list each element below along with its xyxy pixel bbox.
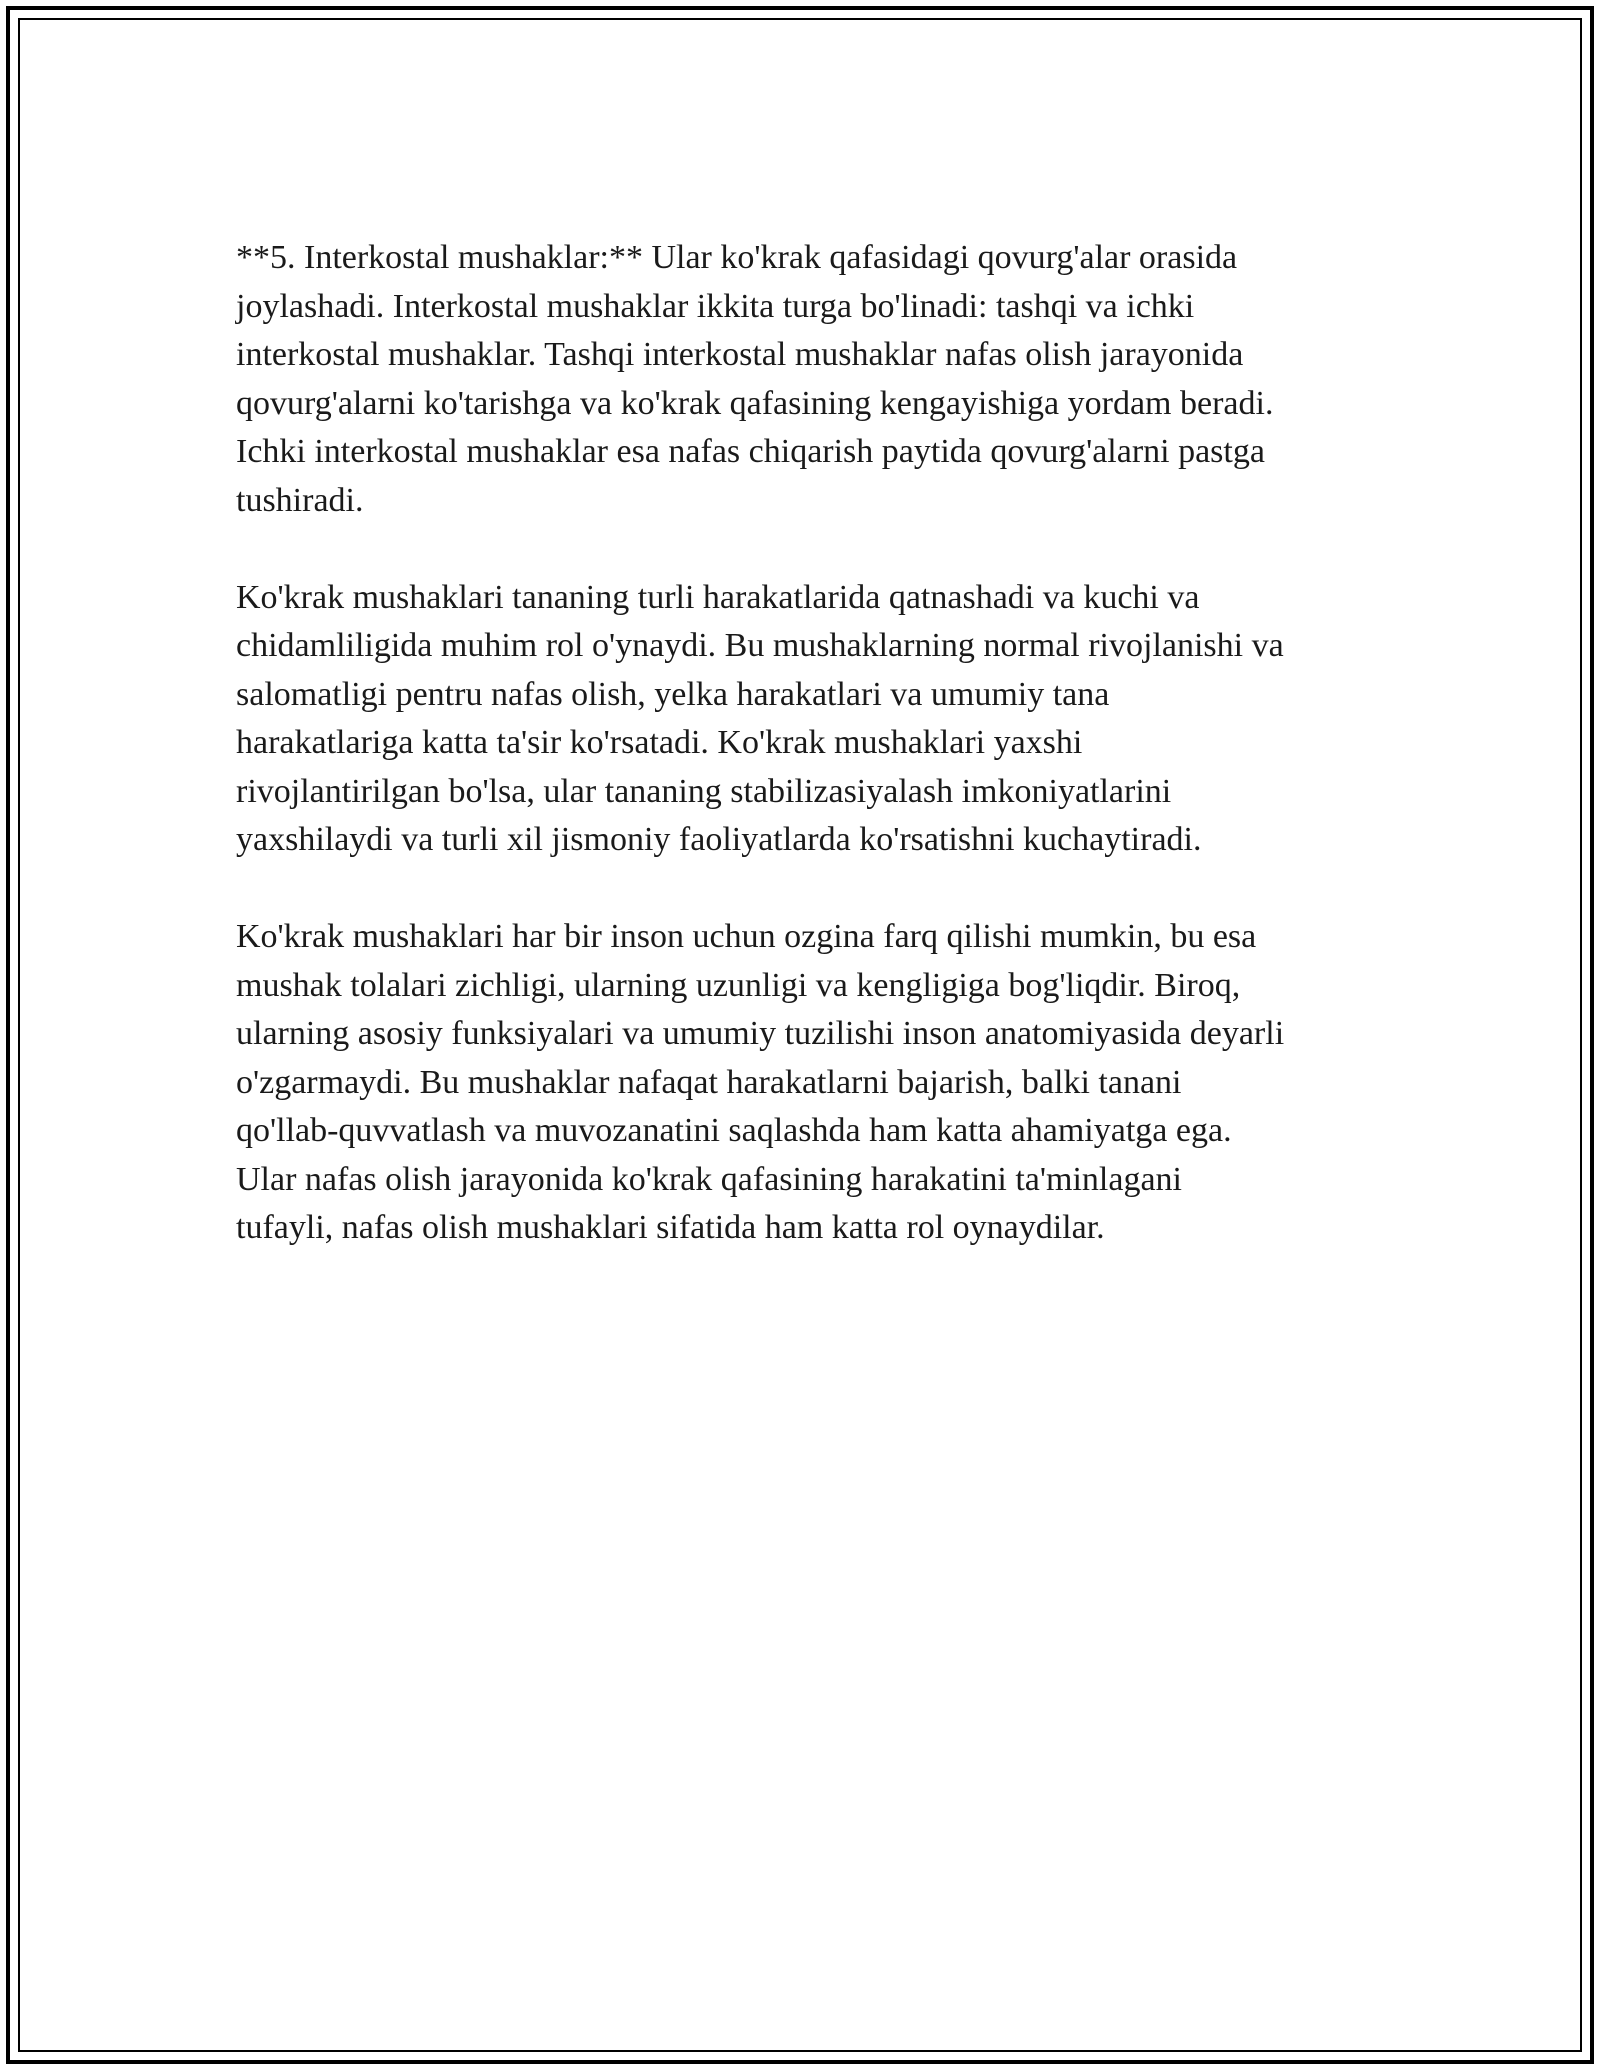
document-body	[236, 234, 1371, 1301]
paragraph-kokrak-mushaklari-ahamiyati: Ko'krak mushaklari tananing turli harakatlarida qatnashadi va kuchi va chidamliligida muhim rol o'ynaydi. Bu mushaklarning normal rivojlanishi va salomatligi pentru nafas olish, yelka harakatlari va umumiy tana harakatlariga katta ta'sir ko'rsatadi. Ko'krak mushaklari yaxshi rivojlantirilgan bo'lsa, ular tananing stabilizasiyalash imkoniyatlarini yaxshilaydi va turli xil jismoniy faoliyatlarda ko'rsatishni kuchaytiradi.	[236, 578, 1284, 858]
paragraph-kokrak-mushaklari-farqlari: Ko'krak mushaklari har bir inson uchun ozgina farq qilishi mumkin, bu esa mushak tolalari zichligi, ularning uzunligi va kengligiga bog'liqdir. Biroq, ularning asosiy funksiyalari va umumiy tuzilishi inson anatomiyasida deyarli o'zgarmaydi. Bu mushaklar nafaqat harakatlarni bajarish, balki tanani qo'llab-quvvatlash va muvozanatini saqlashda ham katta ahamiyatga ega. Ular nafas olish jarayonida ko'krak qafasining harakatini ta'minlagani tufayli, nafas olish mushaklari sifatida ham katta rol oynaydilar.	[236, 918, 1285, 1246]
paragraph-interkostal-mushaklar: **5. Interkostal mushaklar:** Ular ko'krak qafasidagi qovurg'alar orasida joylashadi. Interkostal mushaklar ikkita turga bo'linadi: tashqi va ichki interkostal mushaklar. Tashqi interkostal mushaklar nafas olish jarayonida qovurg'alarni ko'tarishga va ko'krak qafasining kengayishiga yordam beradi. Ichki interkostal mushaklar esa nafas chiqarish paytida qovurg'alarni pastga tushiradi.	[236, 239, 1274, 519]
